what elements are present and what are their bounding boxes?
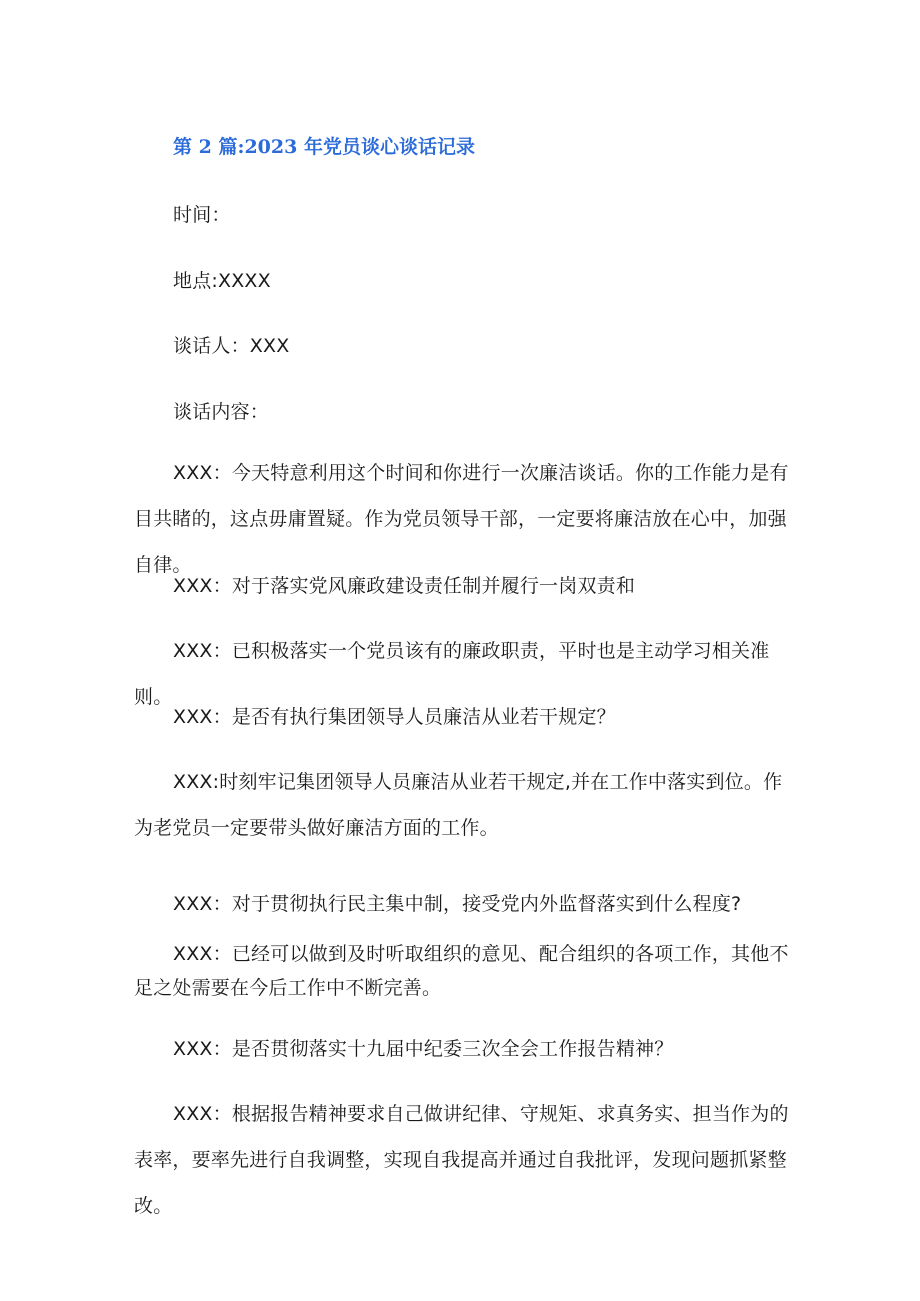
paragraph-3: XXX：已积极落实一个党员该有的廉政职责，平时也是主动学习相关准则。 [134,640,770,708]
content-label: 谈话内容： [173,401,270,423]
time-label: 时间： [173,204,231,226]
place-label: 地点:XXXX [173,270,271,292]
paragraph-8: XXX：是否贯彻落实十九届中纪委三次全会工作报告精神？ [173,1038,674,1060]
paragraph-6: XXX：对于贯彻执行民主集中制，接受党内外监督落实到什么程度? [173,893,742,915]
paragraph-5: XXX:时刻牢记集团领导人员廉洁从业若干规定,并在工作中落实到位。作为老党员一定要带头做好廉洁方面的工作。 [134,771,783,839]
paragraph-7: XXX：已经可以做到及时听取组织的意见、配合组织的各项工作，其他不足之处需要在今后工作中不断完善。 [134,943,789,999]
paragraph-4: XXX：是否有执行集团领导人员廉洁从业若干规定？ [173,706,616,728]
speaker-label: 谈话人：XXX [173,335,290,357]
paragraph-1: XXX：今天特意利用这个时间和你进行一次廉洁谈话。你的工作能力是有目共睹的，这点毋庸置疑。作为党员领导干部，一定要将廉洁放在心中，加强自律。 [134,462,789,576]
paragraph-9: XXX：根据报告精神要求自己做讲纪律、守规矩、求真务实、担当作为的表率，要率先进行自我调整，实现自我提高并通过自我批评，发现问题抓紧整改。 [134,1103,789,1217]
paragraph-2: XXX：对于落实党风廉政建设责任制并履行一岗双责和 [173,575,636,597]
document-title: 第 2 篇:2023 年党员谈心谈话记录 [173,136,475,158]
